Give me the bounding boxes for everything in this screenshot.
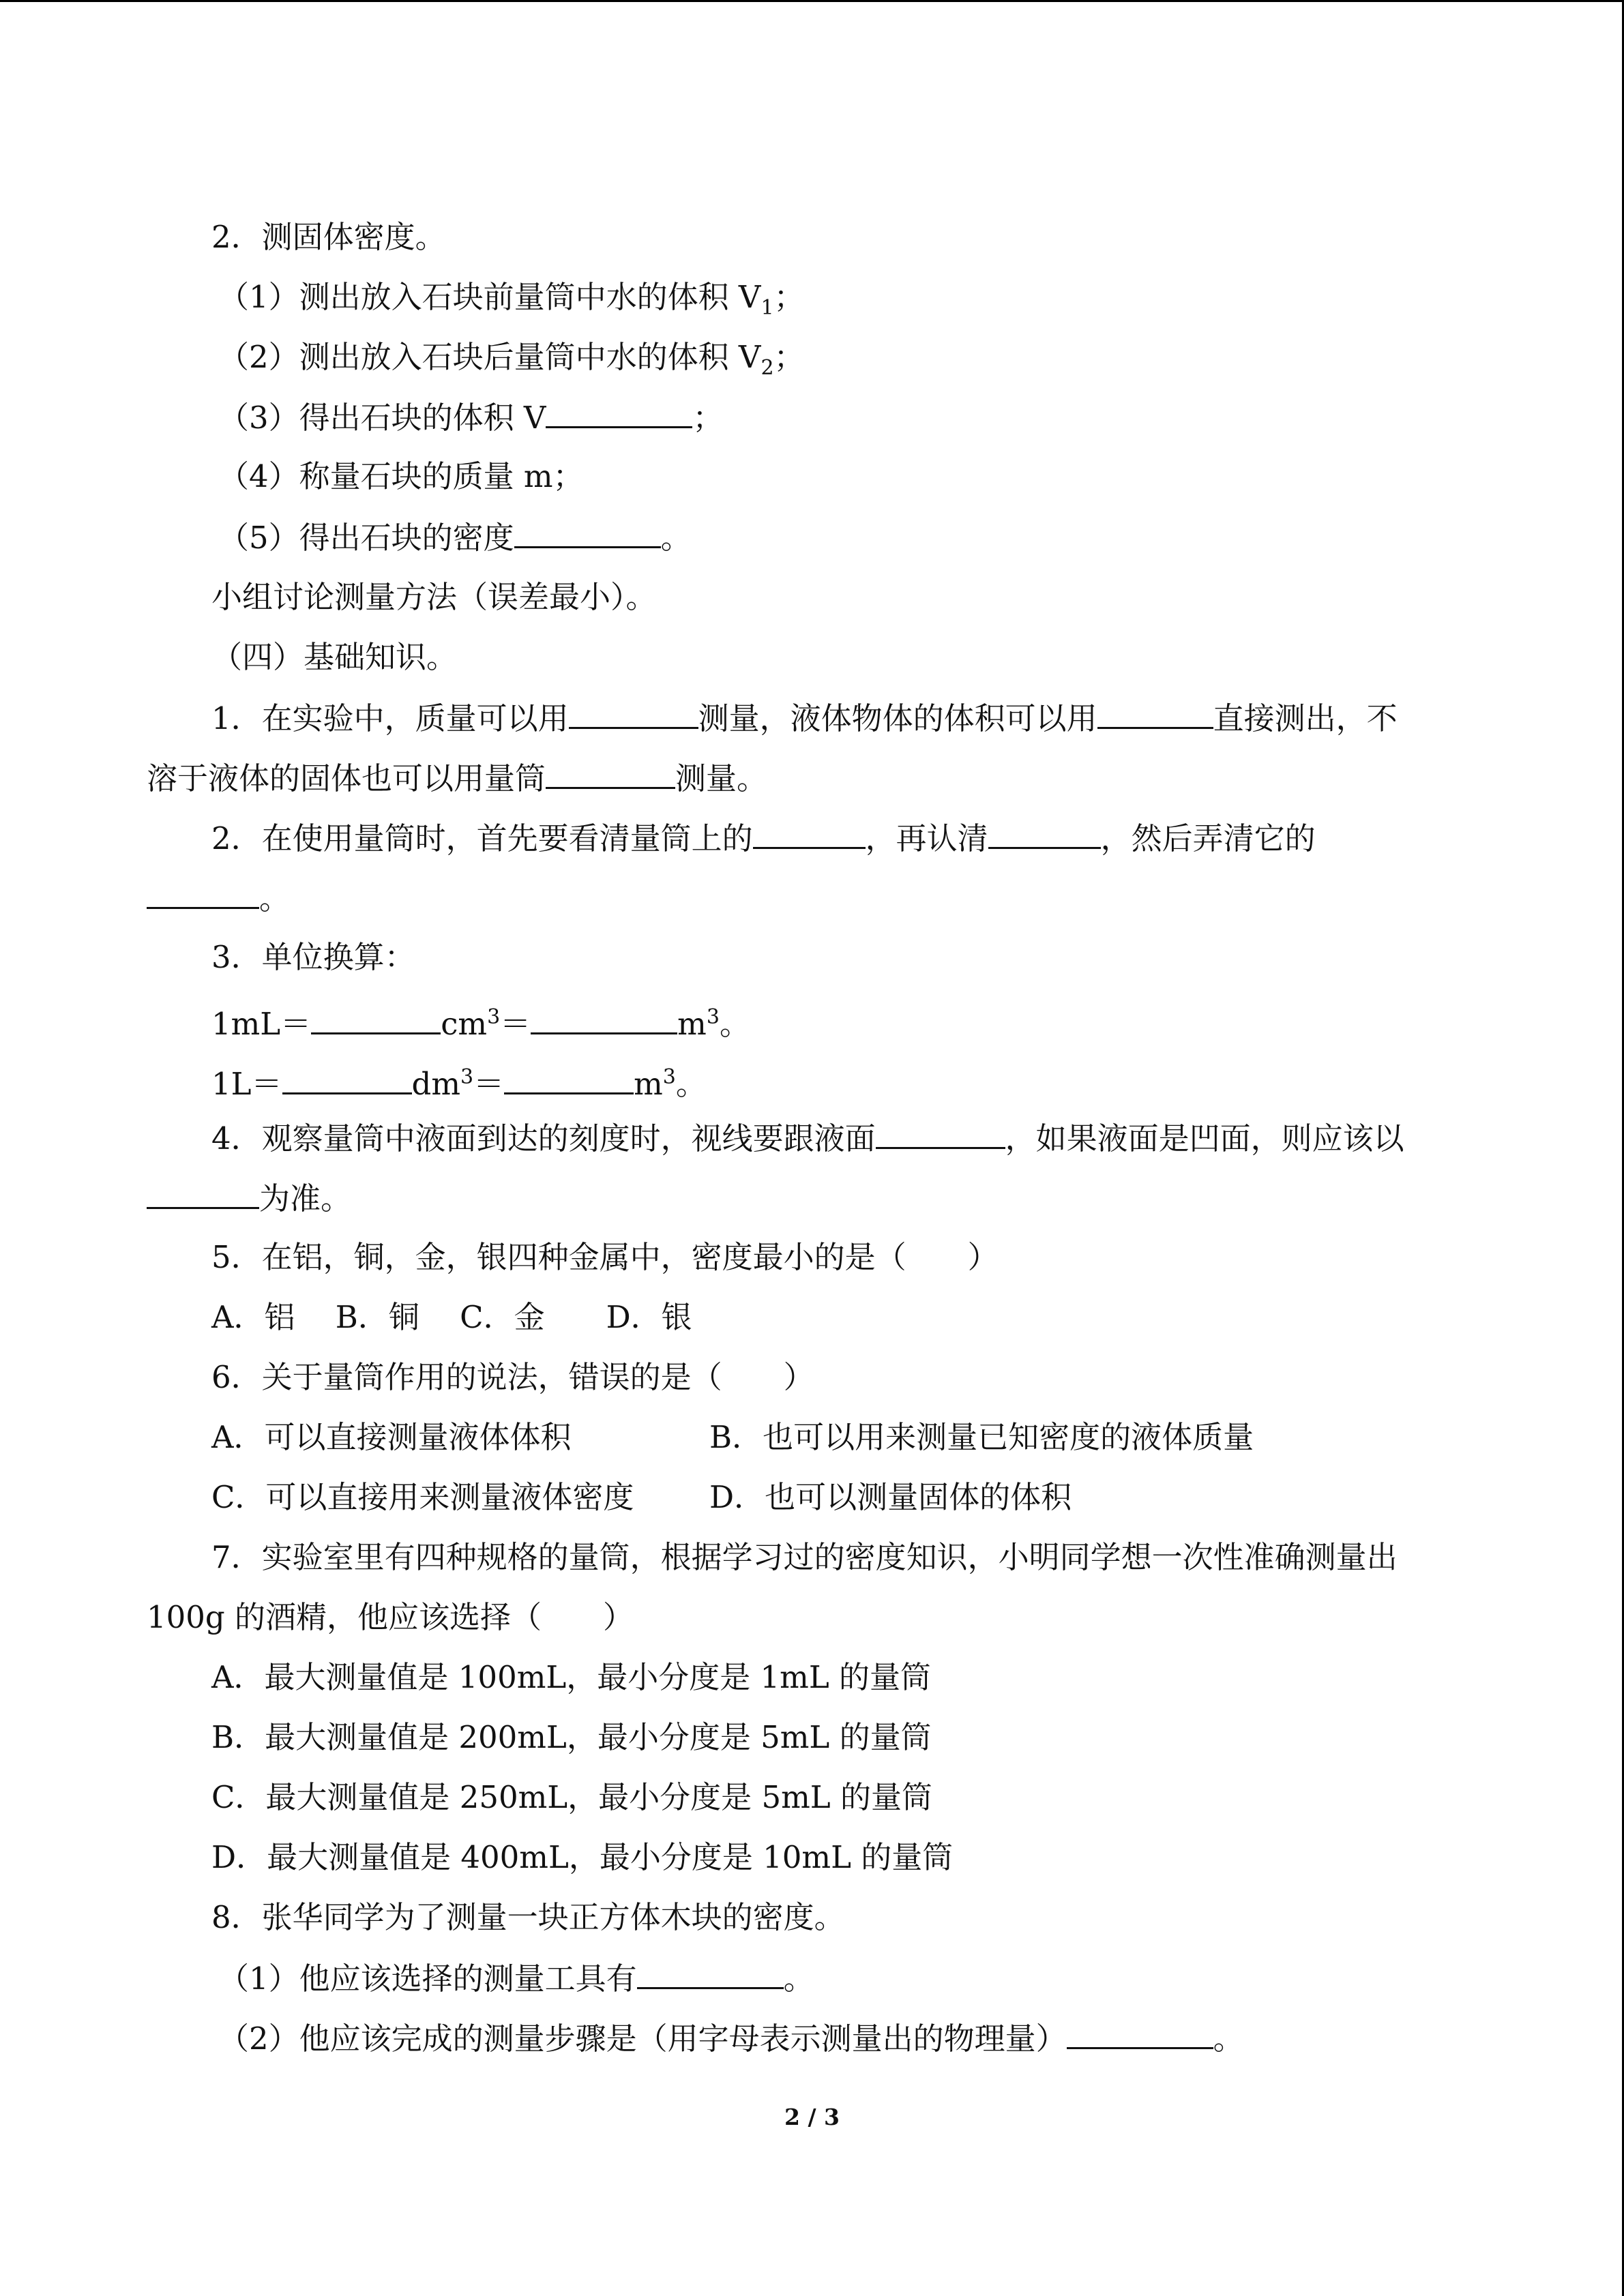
punctuation: 。 — [675, 1066, 707, 1102]
fill-blank[interactable] — [546, 757, 675, 789]
punctuation: ； — [692, 400, 724, 436]
unit-text: m — [677, 1006, 707, 1042]
fill-blank[interactable] — [1097, 697, 1213, 729]
step-text: （2）测出放入石块后量筒中水的体积 V — [218, 339, 761, 375]
question-text: 直接测出，不 — [1213, 700, 1398, 736]
text-line — [147, 1597, 634, 1638]
text-line — [211, 1717, 932, 1758]
section-heading: 2．测固体密度。 — [211, 219, 446, 255]
text-line — [211, 217, 446, 258]
question-text: 6．关于量筒作用的说法，错误的是（ ） — [211, 1359, 814, 1395]
superscript: 3 — [662, 1065, 676, 1089]
superscript: 3 — [460, 1065, 474, 1089]
choice-option: C．最大测量值是 250mL，最小分度是 5mL 的量筒 — [211, 1779, 932, 1815]
unit-text: cm — [441, 1006, 488, 1042]
question-text: 2．在使用量筒时，首先要看清量筒上的 — [211, 820, 753, 856]
fill-blank[interactable] — [282, 1062, 412, 1094]
fill-blank[interactable] — [876, 1117, 1005, 1149]
text-line — [211, 1357, 814, 1398]
text-line — [211, 1537, 1398, 1578]
punctuation: 。 — [1213, 2021, 1244, 2057]
text-line — [211, 637, 457, 678]
question-text: ，如果液面是凹面，则应该以 — [1005, 1120, 1404, 1157]
choice-option: C．可以直接用来测量液体密度 — [211, 1479, 634, 1515]
text-line — [211, 1777, 932, 1818]
fill-blank[interactable] — [753, 817, 866, 849]
text-line — [211, 937, 415, 978]
question-text: 溶于液体的固体也可以用量筒 — [147, 760, 546, 796]
text-line — [218, 516, 692, 558]
choice-option: D．也可以测量固体的体积 — [709, 1479, 1072, 1515]
step-text: （1）他应该选择的测量工具有 — [218, 1960, 637, 1997]
question-text: 5．在铝，铜，金，银四种金属中，密度最小的是（ ） — [211, 1239, 999, 1275]
subscript: 2 — [761, 356, 774, 380]
fill-blank[interactable] — [569, 697, 698, 729]
unit-text: m — [634, 1066, 663, 1102]
text-line — [218, 396, 723, 438]
unit-text: ＝ — [473, 1066, 505, 1102]
text-line — [211, 1657, 931, 1698]
text-line — [218, 277, 805, 329]
choice-option: B．最大测量值是 200mL，最小分度是 5mL 的量筒 — [211, 1719, 932, 1755]
question-text: 3．单位换算： — [211, 939, 415, 975]
text-line — [211, 997, 750, 1045]
text-line — [211, 1417, 572, 1458]
fill-blank[interactable] — [531, 1002, 677, 1034]
page-number: 2 / 3 — [784, 2104, 840, 2130]
question-text: 7．实验室里有四种规格的量筒，根据学习过的密度知识，小明同学想一次性准确测量出 — [211, 1539, 1398, 1575]
text-line — [709, 1417, 1254, 1458]
fill-blank[interactable] — [546, 396, 692, 428]
text-line — [211, 1477, 634, 1518]
choice-option: A．可以直接测量液体体积 — [211, 1419, 572, 1455]
unit-text: 1mL＝ — [211, 1006, 312, 1042]
punctuation: ； — [773, 339, 805, 375]
text-line — [211, 1057, 707, 1105]
question-text: ，再认清 — [865, 820, 988, 856]
text-line — [211, 1297, 692, 1338]
text-line — [218, 337, 805, 389]
text-line — [147, 877, 290, 919]
section-heading: （四）基础知识。 — [211, 639, 458, 675]
question-text: 测量。 — [675, 760, 768, 796]
superscript: 3 — [487, 1005, 501, 1029]
text-line — [147, 1177, 351, 1219]
fill-blank[interactable] — [1067, 2017, 1213, 2049]
subscript: 1 — [761, 296, 774, 320]
fill-blank[interactable] — [147, 877, 259, 909]
punctuation: 。 — [259, 880, 291, 916]
step-text: （4）称量石块的质量 m； — [218, 458, 584, 494]
question-text: ，然后弄清它的 — [1100, 820, 1316, 856]
text-line — [218, 456, 584, 497]
punctuation: ； — [773, 279, 805, 315]
fill-blank[interactable] — [147, 1177, 259, 1209]
fill-blank[interactable] — [514, 516, 661, 548]
question-text: 测量，液体物体的体积可以用 — [698, 700, 1097, 736]
text-line — [211, 1837, 953, 1878]
question-text: 8．张华同学为了测量一块正方体木块的密度。 — [211, 1899, 845, 1935]
step-text: （2）他应该完成的测量步骤是（用字母表示测量出的物理量） — [218, 2021, 1067, 2057]
text-line — [218, 2017, 1244, 2059]
choice-option: A．最大测量值是 100mL，最小分度是 1mL 的量筒 — [211, 1659, 932, 1695]
step-text: （1）测出放入石块前量筒中水的体积 V — [218, 279, 761, 315]
text-line — [211, 697, 1398, 739]
text-line — [211, 1237, 999, 1278]
unit-text: ＝ — [500, 1006, 531, 1042]
fill-blank[interactable] — [311, 1002, 441, 1034]
question-text: 为准。 — [259, 1180, 352, 1217]
text-line — [218, 1957, 814, 1999]
fill-blank[interactable] — [637, 1957, 784, 1989]
punctuation: 。 — [660, 520, 692, 556]
question-text: 4．观察量筒中液面到达的刻度时，视线要跟液面 — [211, 1120, 876, 1157]
text-line — [211, 1117, 1404, 1159]
fill-blank[interactable] — [988, 817, 1101, 849]
choice-option: D．最大测量值是 400mL，最小分度是 10mL 的量筒 — [211, 1839, 954, 1875]
unit-text: 1L＝ — [211, 1066, 282, 1102]
question-text: 1．在实验中，质量可以用 — [211, 700, 569, 736]
fill-blank[interactable] — [504, 1062, 634, 1094]
superscript: 3 — [706, 1005, 720, 1029]
unit-text: dm — [411, 1066, 460, 1102]
text-line — [211, 817, 1316, 859]
punctuation: 。 — [719, 1006, 750, 1042]
text-line — [211, 1897, 845, 1938]
text-line — [709, 1477, 1072, 1518]
text-line — [147, 757, 767, 799]
step-text: （3）得出石块的体积 V — [218, 400, 546, 436]
text-line — [211, 577, 657, 618]
punctuation: 。 — [783, 1960, 814, 1997]
step-text: （5）得出石块的密度 — [218, 520, 514, 556]
choice-option: B．也可以用来测量已知密度的液体质量 — [709, 1419, 1254, 1455]
question-text: 100g 的酒精，他应该选择（ ） — [147, 1599, 634, 1635]
paragraph-text: 小组讨论测量方法（误差最小）。 — [211, 579, 657, 615]
choice-options: A．铝 B．铜 C．金 D．银 — [211, 1299, 692, 1335]
